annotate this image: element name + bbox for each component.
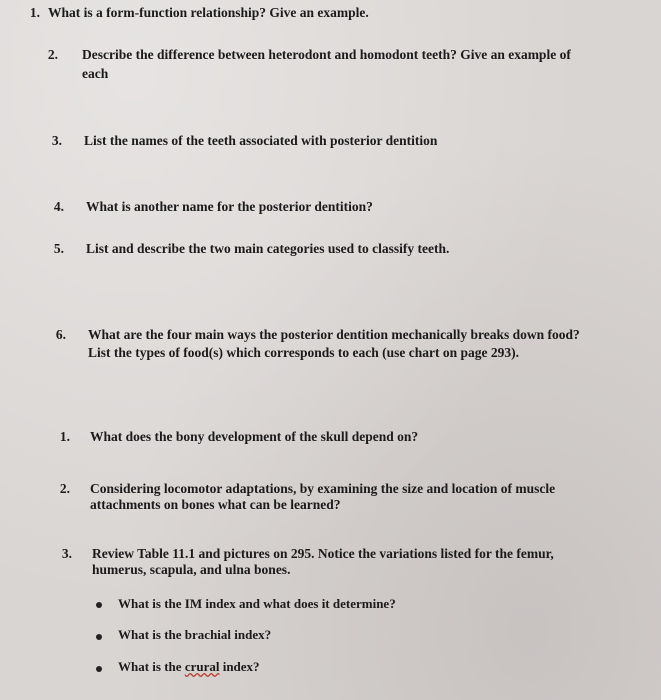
bullet-text: What is the IM index and what does it determine? (118, 596, 396, 611)
question-number: 4. (53, 199, 64, 214)
question-text: What is a form-function relationship? Give an example. (48, 5, 369, 20)
question-number: 1. (29, 5, 40, 20)
question-text-line2: List the types of food(s) which corresponds to each (use chart on page 293). (88, 345, 519, 360)
question-text-line1: Considering locomotor adaptations, by examining the size and location of muscle (90, 481, 556, 496)
question-text: What does the bony development of the skull depend on? (90, 429, 419, 444)
bullet-dot (96, 634, 102, 640)
question-text-line1: What are the four main ways the posterior dentition mechanically breaks down food? (88, 327, 580, 342)
bullet-dot (96, 602, 102, 608)
bullet-text: What is the brachial index? (118, 627, 272, 642)
question-text-line2: each (82, 66, 109, 81)
question-text-line1: Review Table 11.1 and pictures on 295. Notice the variations listed for the femur, (92, 546, 554, 561)
question-text-line1: Describe the difference between heterodont and homodont teeth? Give an example of (82, 47, 571, 62)
question-number: 3. (61, 546, 72, 561)
question-text-line2: attachments on bones what can be learned? (90, 497, 341, 512)
question-number: 2. (47, 47, 58, 62)
crural-word: crural (184, 659, 220, 674)
question-text: What is another name for the posterior dentition? (86, 199, 373, 214)
question-number: 5. (53, 241, 64, 256)
question-number: 1. (59, 429, 70, 444)
question-text: List the names of the teeth associated with posterior dentition (84, 133, 438, 148)
bullet-text: What is the crural index? (118, 659, 260, 674)
question-text-line2: humerus, scapula, and ulna bones. (92, 562, 291, 577)
question-text: List and describe the two main categories used to classify teeth. (86, 241, 450, 256)
question-number: 3. (51, 133, 62, 148)
question-number: 6. (55, 327, 66, 342)
bullet-dot (96, 666, 102, 672)
question-number: 2. (59, 481, 70, 496)
